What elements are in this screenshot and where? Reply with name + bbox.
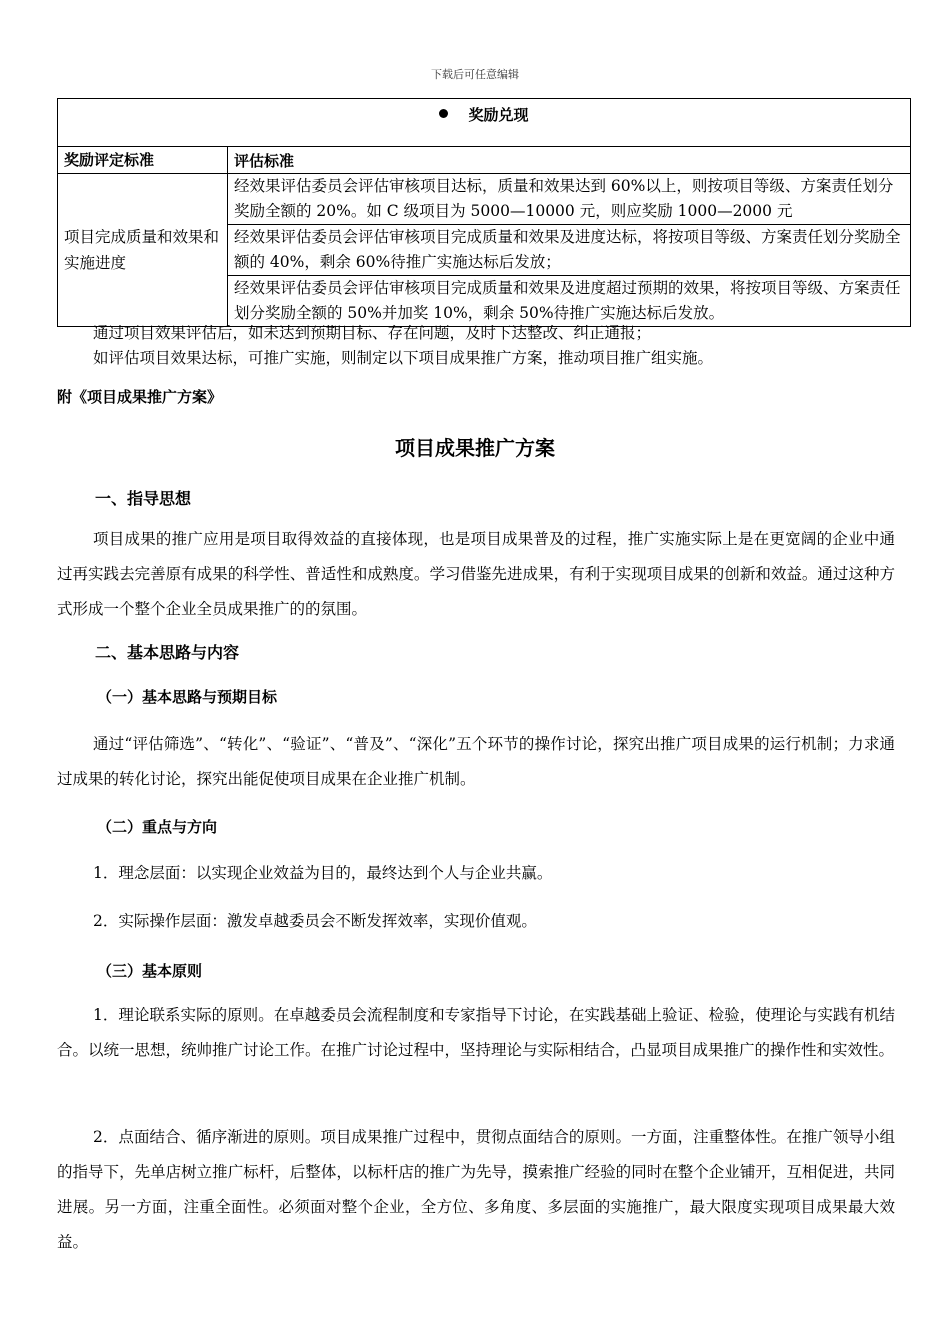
section-paragraph: 1．理论联系实际的原则。在卓越委员会流程制度和专家指导下讨论，在实践基础上验证、检验，使理论与实践有机结合。以统一思想，统帅推广讨论工作。在推广讨论过程中，坚持理论与实际相结合，凸显项目成果推广的操作性和实效性。 (57, 1006, 895, 1059)
reward-table-title-row (58, 99, 911, 147)
subsection-heading: （二）重点与方向 (97, 818, 218, 836)
section-heading: 一、指导思想 (95, 489, 192, 508)
table-row (58, 174, 911, 225)
section-heading: 二、基本思路与内容 (95, 643, 240, 662)
column-header-criteria: 奖励评定标准 (58, 147, 228, 174)
reward-table-title-text: 奖励兑现 (468, 106, 529, 124)
subsection-heading: （三）基本原则 (97, 962, 203, 980)
section-paragraph: 通过“评估筛选”、“转化”、“验证”、“普及”、“深化”五个环节的操作讨论，探究出推广项目成果的运行机制；力求通过成果的转化讨论，探究出能促使项目成果在企业推广机制。 (57, 735, 895, 788)
section-paragraph: 项目成果的推广应用是项目取得效益的直接体现，也是项目成果普及的过程，推广实施实际上是在更宽阔的企业中通过再实践去完善原有成果的科学性、普适性和成熟度。学习借鉴先进成果，有利于实现项目成果的创新和效益。通过这种方式形成一个整个企业全员成果推广的的氛围。 (57, 530, 895, 618)
list-item: 1．理念层面：以实现企业效益为目的，最终达到个人与企业共赢。 (93, 864, 553, 882)
bullet-icon (439, 109, 448, 118)
reward-table-title (58, 99, 911, 147)
page-header-note: 下载后可任意编辑 (431, 68, 519, 81)
criterion-cell: 项目完成质量和效果和实施进度 (58, 174, 228, 327)
appendix-label: 附《项目成果推广方案》 (57, 388, 223, 406)
section-paragraph: 2．点面结合、循序渐进的原则。项目成果推广过程中，贯彻点面结合的原则。一方面，注重整体性。在推广领导小组的指导下，先单店树立推广标杆，后整体，以标杆店的推广为先导，摸索推广经验的同时在整个企业铺开，互相促进，共同进展。另一方面，注重全面性。必须面对整个企业，全方位、多角度、多层面的实施推广，最大限度实现项目成果最大效益。 (57, 1128, 895, 1251)
column-header-standard: 评估标准 (228, 147, 911, 174)
reward-table (57, 98, 911, 327)
standard-cell: 经效果评估委员会评估审核项目完成质量和效果及进度达标，将按项目等级、方案责任划分奖励全额的 40%，剩余 60%待推广实施达标后发放； (228, 225, 911, 276)
document-title: 项目成果推广方案 (395, 436, 555, 460)
after-table-paragraph: 如评估项目效果达标，可推广实施，则制定以下项目成果推广方案，推动项目推广组实施。 (93, 349, 714, 367)
standard-cell: 经效果评估委员会评估审核项目完成质量和效果及进度超过预期的效果，将按项目等级、方案责任划分奖励全额的 50%并加奖 10%，剩余 50%待推广实施达标后发放。 (228, 276, 911, 327)
standard-cell: 经效果评估委员会评估审核项目达标，质量和效果达到 60%以上，则按项目等级、方案责任划分奖励全额的 20%。如 C 级项目为 5000—10000 元，则应奖励 1000—2000 元 (228, 174, 911, 225)
list-item: 2．实际操作层面：激发卓越委员会不断发挥效率，实现价值观。 (93, 912, 537, 930)
after-table-paragraph: 通过项目效果评估后，如未达到预期目标、存在问题，及时下达整改、纠正通报； (93, 324, 652, 342)
subsection-heading: （一）基本思路与预期目标 (97, 688, 278, 706)
reward-table-header-row (58, 147, 911, 174)
